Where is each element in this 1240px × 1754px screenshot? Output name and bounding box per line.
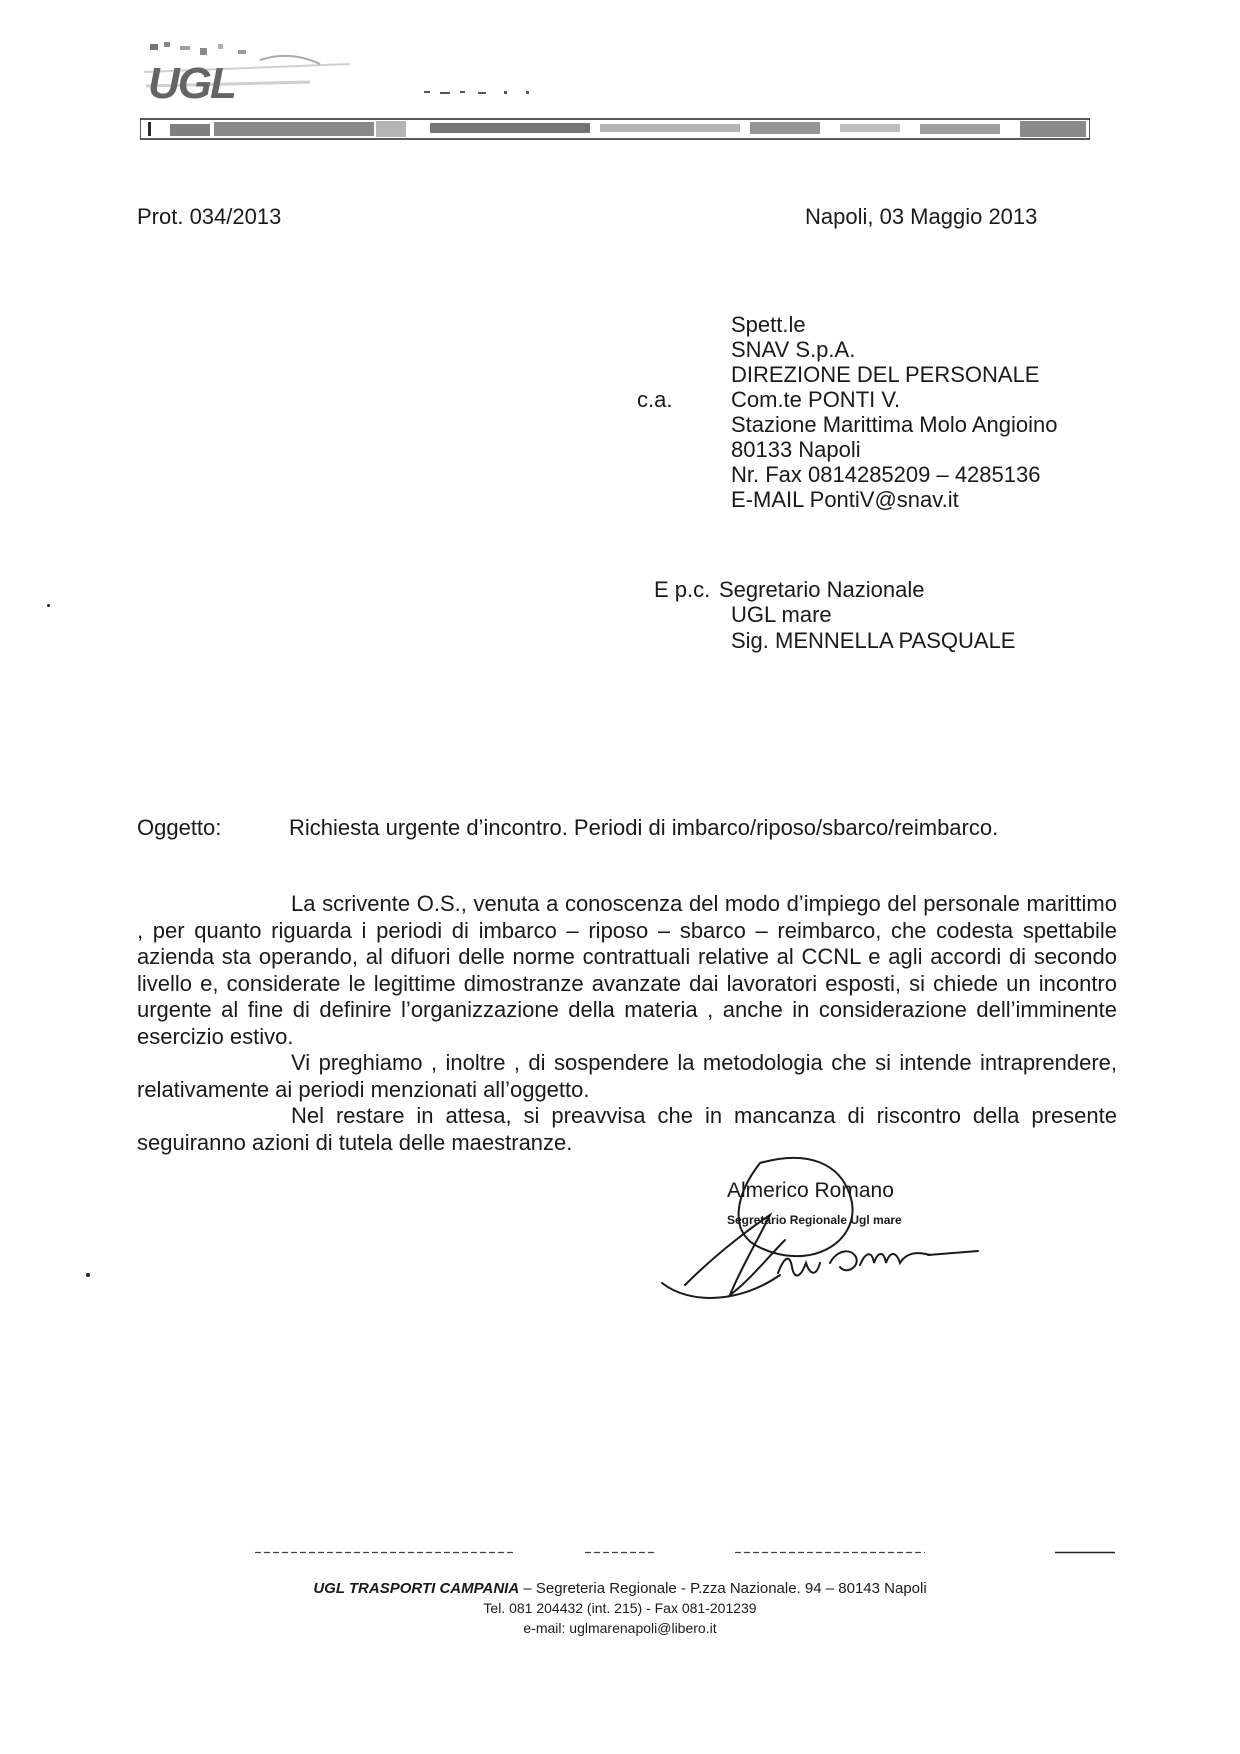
- ugl-logo: [140, 38, 360, 110]
- body-paragraph: La scrivente O.S., venuta a conoscenza del modo d’impiego del personale marittimo , per quanto riguarda i periodi di imbarco – riposo – sbarco – reimbarco, che codesta spettabile azienda sta operando, al difuori delle norme contrattuali relative al CCNL e agli accordi di secondo livello e, considerate le legittime dimostranze avanzate dai lavoratori esposti, si chiede un incontro urgente al fine di definire l’organizzazione della materia , anche in considerazione dell’imminente esercizio estivo.: [137, 891, 1117, 1049]
- ca-label: c.a.: [637, 387, 673, 412]
- footer-email: e-mail: uglmarenapoli@libero.it: [523, 1620, 717, 1636]
- footer-rule: [255, 1551, 1115, 1554]
- footer-phone: Tel. 081 204432 (int. 215) - Fax 081-201239: [483, 1600, 757, 1616]
- footer-address: [0, 1580, 1240, 1597]
- signatory-name: Almerico Romano: [727, 1179, 894, 1202]
- letter-body: [137, 891, 1117, 1156]
- subject-label: Oggetto:: [137, 815, 222, 840]
- recipient-line: Stazione Marittima Molo Angioino: [731, 412, 1058, 437]
- place-date: Napoli, 03 Maggio 2013: [805, 204, 1038, 229]
- scan-speck: [86, 1273, 90, 1277]
- recipient-line: Com.te PONTI V.: [731, 387, 901, 412]
- body-paragraph: Nel restare in attesa, si preavvisa che in mancanza di riscontro della presente seguiranno azioni di tutela delle maestranze.: [137, 1103, 1117, 1155]
- scan-speck: [47, 604, 50, 607]
- letterhead-specks: [420, 88, 550, 98]
- cc-line: Sig. MENNELLA PASQUALE: [731, 628, 1016, 653]
- recipient-line: Spett.le: [731, 312, 806, 337]
- footer-address-text: – Segreteria Regionale - P.zza Nazionale. 94 – 80143 Napoli: [519, 1580, 927, 1597]
- subject-text: Richiesta urgente d’incontro. Periodi di imbarco/riposo/sbarco/reimbarco.: [289, 815, 999, 840]
- signatory-role: Segretario Regionale Ugl mare: [727, 1213, 902, 1227]
- letterhead-bar: [140, 118, 1090, 140]
- recipient-line: SNAV S.p.A.: [731, 337, 856, 362]
- recipient-email: E-MAIL PontiV@snav.it: [731, 487, 959, 512]
- cc-label: E p.c.: [654, 577, 711, 602]
- cc-line: Segretario Nazionale: [719, 577, 925, 602]
- cc-line: UGL mare: [731, 602, 832, 627]
- svg-text:UGL: UGL: [148, 59, 235, 108]
- protocol-number: Prot. 034/2013: [137, 204, 282, 229]
- recipient-line: Nr. Fax 0814285209 – 4285136: [731, 462, 1041, 487]
- footer-org: UGL TRASPORTI CAMPANIA: [313, 1580, 520, 1597]
- recipient-line: DIREZIONE DEL PERSONALE: [731, 362, 1040, 387]
- body-paragraph: Vi preghiamo , inoltre , di sospendere la metodologia che si intende intraprendere, relativamente ai periodi menzionati all’oggetto.: [137, 1050, 1117, 1102]
- recipient-line: 80133 Napoli: [731, 437, 861, 462]
